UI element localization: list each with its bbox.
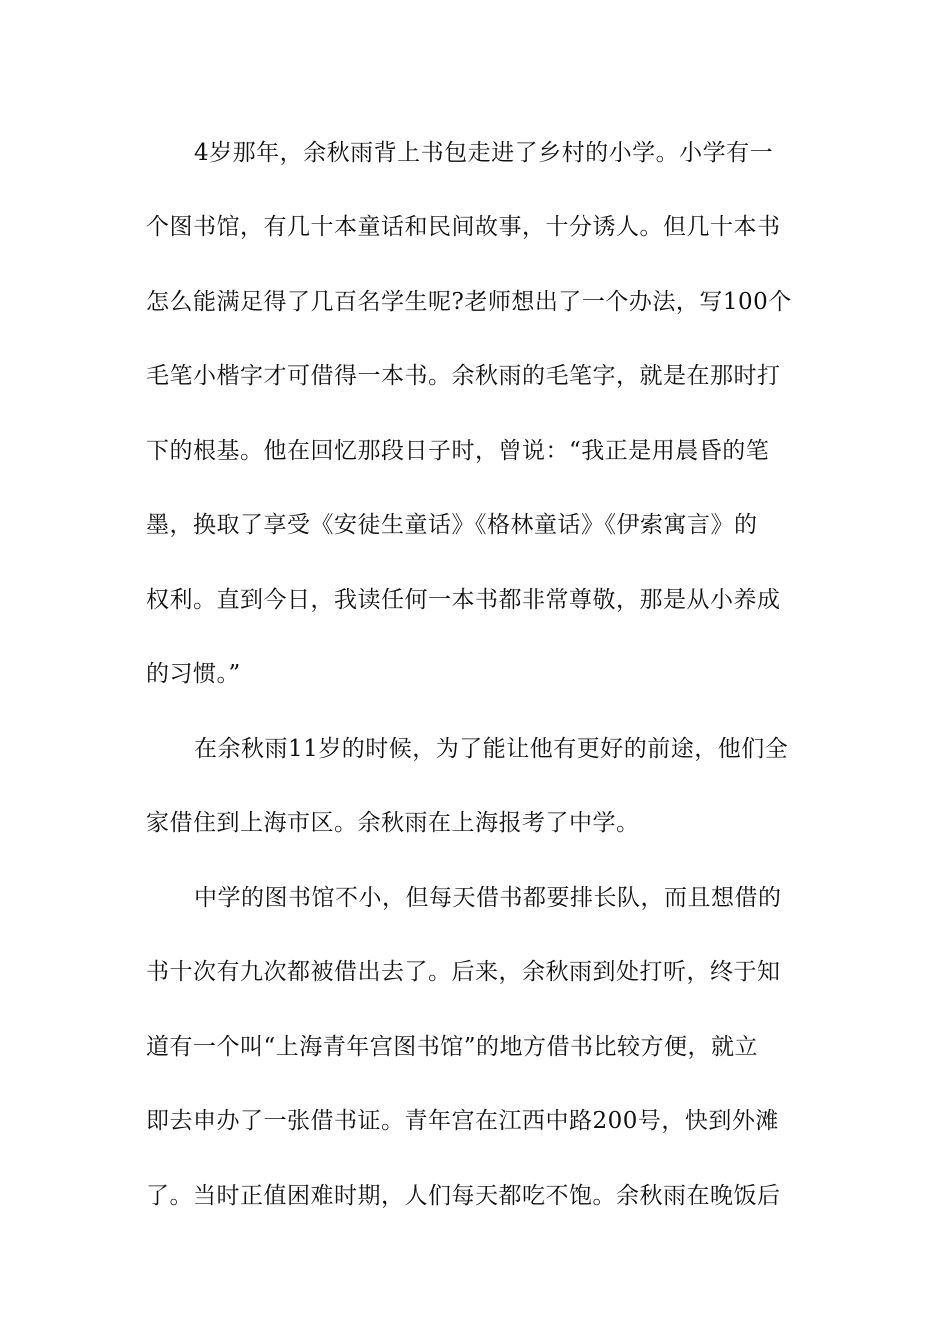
- text-line: 书十次有九次都被借出去了。后来，余秋雨到处打听，终于知: [146, 959, 781, 985]
- text-line: 中学的图书馆不小，但每天借书都要排长队，而且想借的: [194, 885, 782, 911]
- text-line: 墨，换取了享受《安徒生童话》《格林童话》《伊索寓言》的: [146, 512, 758, 538]
- text-line: 4岁那年，余秋雨背上书包走进了乡村的小学。小学有一: [194, 140, 774, 166]
- text-line: 在余秋雨11岁的时候，为了能让他有更好的前途，他们全: [194, 736, 789, 762]
- text-line: 怎么能满足得了几百名学生呢?老师想出了一个办法，写100个: [146, 289, 792, 315]
- text-line: 道有一个叫“上海青年宫图书馆”的地方借书比较方便，就立: [146, 1034, 759, 1060]
- text-line: 家借住到上海市区。余秋雨在上海报考了中学。: [146, 810, 640, 836]
- text-line: 毛笔小楷字才可借得一本书。余秋雨的毛笔字，就是在那时打: [146, 363, 781, 389]
- text-line: 下的根基。他在回忆那段日子时，曾说：“我正是用晨昏的笔: [146, 438, 770, 464]
- text-line: 个图书馆，有几十本童话和民间故事，十分诱人。但几十本书: [146, 214, 781, 240]
- text-line: 即去申办了一张借书证。青年宫在江西中路200号，快到外滩: [146, 1108, 779, 1134]
- text-line: 权利。直到今日，我读任何一本书都非常尊敬，那是从小养成: [146, 587, 781, 613]
- text-line: 了。当时正值困难时期，人们每天都吃不饱。余秋雨在晚饭后: [146, 1183, 781, 1209]
- text-line: 的习惯。”: [146, 661, 241, 687]
